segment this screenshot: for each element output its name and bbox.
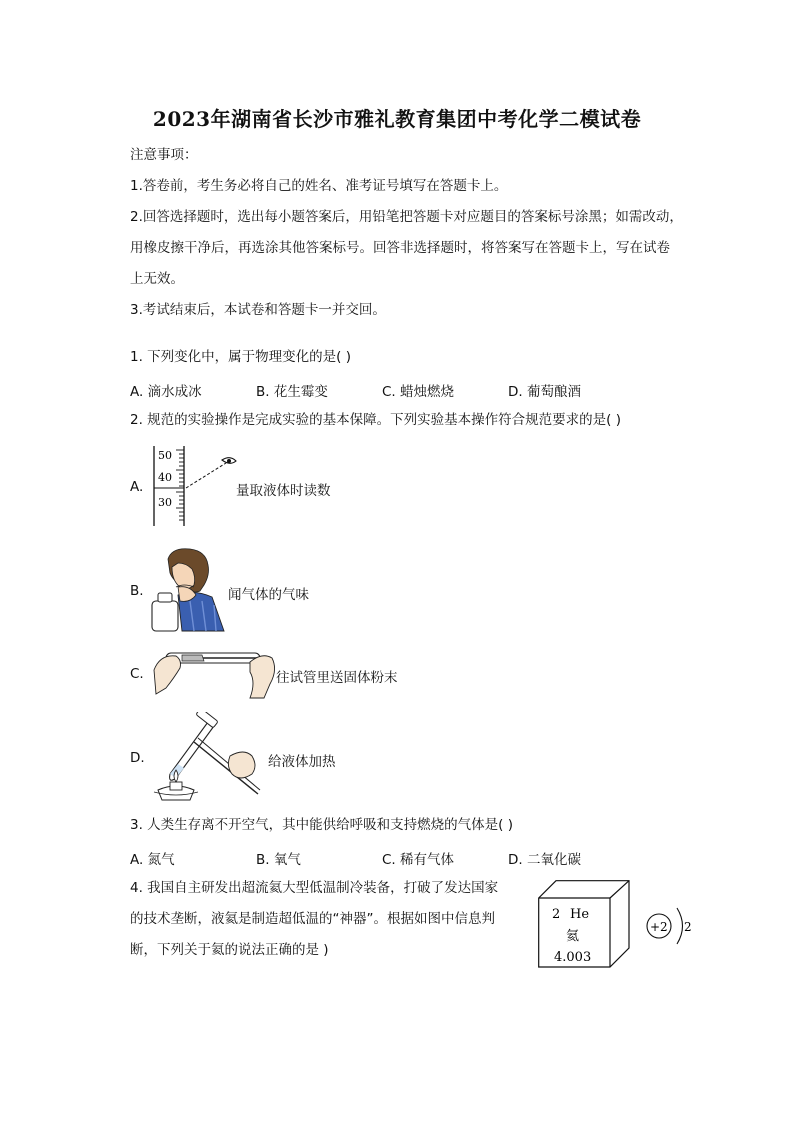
cylinder-tick-50: 50 [158, 449, 172, 462]
q3-stem: 3. 人类生存离不开空气，其中能供给呼吸和支持燃烧的气体是( ) [130, 817, 513, 833]
nucleus-charge: +2 [650, 920, 668, 934]
notice-item-2-line-2: 用橡皮擦干净后，再选涂其他答案标号。回答非选择题时，将答案写在答题卡上，写在试卷 [130, 240, 670, 256]
q1-option-a: A. 滴水成冰 [130, 384, 202, 400]
cylinder-tick-30: 30 [158, 496, 172, 509]
q2-option-a-letter: A. [130, 479, 144, 495]
test-tube-powder-figure [152, 644, 278, 700]
q2-option-c-letter: C. [130, 666, 144, 682]
element-atomic-mass: 4.003 [554, 950, 592, 965]
notice-item-2-line-3: 上无效。 [130, 271, 184, 287]
notice-heading: 注意事项： [130, 147, 198, 163]
q1-option-c: C. 蜡烛燃烧 [382, 384, 455, 400]
q4-stem-line-2: 的技术垄断，液氦是制造超低温的“神器”。根据如图中信息判 [130, 911, 495, 927]
q1-option-b: B. 花生霉变 [256, 384, 328, 400]
q1-stem: 1. 下列变化中，属于物理变化的是( ) [130, 349, 351, 365]
q2-option-d-caption: 给液体加热 [268, 754, 336, 770]
electron-shell-count: 2 [684, 920, 692, 934]
q2-stem: 2. 规范的实验操作是完成实验的基本保障。下列实验基本操作符合规范要求的是( ) [130, 412, 621, 428]
heating-liquid-figure [148, 712, 266, 802]
q2-option-b-letter: B. [130, 583, 144, 599]
q2-option-c-caption: 往试管里送固体粉末 [276, 670, 398, 686]
notice-item-3: 3.考试结束后，本试卷和答题卡一并交回。 [130, 302, 386, 318]
q3-option-d: D. 二氧化碳 [508, 852, 581, 868]
notice-item-2-line-1: 2.回答选择题时，选出每小题答案后，用铅笔把答题卡对应题目的答案标号涂黑；如需改动， [130, 209, 683, 225]
q2-option-b-caption: 闻气体的气味 [228, 587, 309, 603]
element-atomic-number: 2 [552, 907, 561, 922]
helium-atom-structure [644, 904, 700, 950]
helium-element-card [538, 880, 630, 968]
cylinder-tick-40: 40 [158, 471, 172, 484]
q3-option-c: C. 稀有气体 [382, 852, 455, 868]
q4-stem-line-3: 断，下列关于氦的说法正确的是 ) [130, 942, 329, 958]
q3-option-b: B. 氧气 [256, 852, 301, 868]
q4-stem-line-1: 4. 我国自主研发出超流氦大型低温制冷装备，打破了发达国家 [130, 880, 499, 896]
q3-option-a: A. 氮气 [130, 852, 175, 868]
q2-option-a-caption: 量取液体时读数 [236, 483, 331, 499]
q1-option-d: D. 葡萄酿酒 [508, 384, 581, 400]
smelling-gas-figure [150, 545, 228, 635]
notice-item-1: 1.答卷前，考生务必将自己的姓名、准考证号填写在答题卡上。 [130, 178, 508, 194]
graduated-cylinder-figure [150, 444, 240, 528]
page-title: 2023年湖南省长沙市雅礼教育集团中考化学二模试卷 [152, 107, 642, 131]
q2-option-d-letter: D. [130, 750, 145, 766]
element-name: 氦 [566, 929, 580, 944]
element-symbol: He [570, 907, 590, 922]
